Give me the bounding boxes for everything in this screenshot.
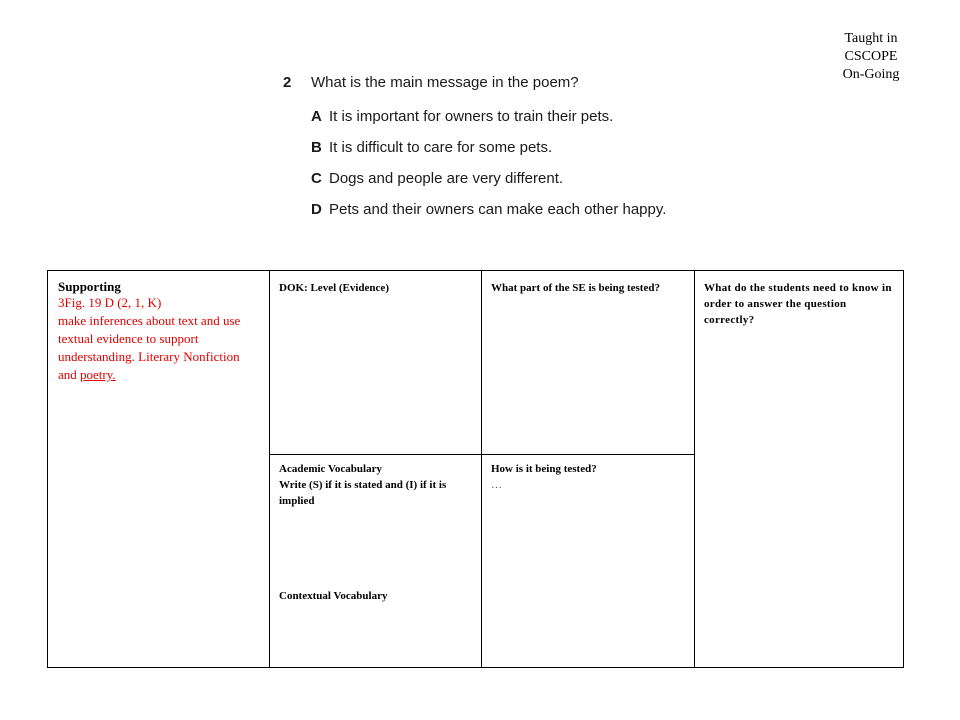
option-letter: D [311, 201, 322, 218]
answer-options [283, 108, 803, 232]
analysis-table [47, 270, 904, 668]
answer-option-d [311, 201, 803, 232]
how-tested-placeholder: … [491, 479, 502, 491]
option-letter: B [311, 139, 322, 156]
column-divider [269, 271, 270, 667]
column-divider [481, 271, 482, 667]
dok-cell: DOK: Level (Evidence) [279, 282, 389, 294]
question-text: What is the main message in the poem? [311, 74, 579, 91]
answer-option-a [311, 108, 803, 139]
taught-note [826, 30, 916, 84]
academic-vocabulary-title: Academic Vocabulary [279, 463, 382, 475]
standard-underlined-text: poetry. [80, 367, 116, 382]
question-stem [283, 74, 803, 96]
option-text: It is important for owners to train their pets. [329, 108, 614, 125]
question-number: 2 [283, 74, 292, 91]
students-need-cell: What do the students need to know in order to answer the question correctly? [704, 282, 892, 326]
taught-line-3: On-Going [842, 67, 900, 82]
option-letter: A [311, 108, 322, 125]
test-question [283, 74, 803, 232]
academic-vocabulary-instruction: Write (S) if it is stated and (I) if it is implied [279, 479, 447, 507]
answer-option-c [311, 170, 803, 201]
standard-heading: Supporting [58, 279, 121, 294]
option-text: Pets and their owners can make each other happy. [329, 201, 667, 218]
how-tested-label: How is it being tested? [491, 463, 597, 475]
how-tested-cell [491, 461, 691, 493]
option-text: Dogs and people are very different. [329, 170, 564, 187]
taught-line-1: Taught in [844, 31, 898, 46]
standard-description [58, 312, 261, 384]
standard-description-text: make inferences about text and use textual evidence to support understanding. Literary Nonfiction and [58, 313, 241, 382]
row-divider [269, 454, 694, 455]
contextual-vocabulary-label: Contextual Vocabulary [279, 590, 388, 602]
academic-vocabulary-cell [279, 461, 479, 509]
answer-option-b [311, 139, 803, 170]
se-tested-cell: What part of the SE is being tested? [491, 282, 660, 294]
standard-code: 3Fig. 19 D (2, 1, K) [58, 295, 162, 310]
column-divider [694, 271, 695, 667]
standard-cell [48, 271, 269, 384]
option-text: It is difficult to care for some pets. [329, 139, 553, 156]
option-letter: C [311, 170, 322, 187]
taught-line-2: CSCOPE [844, 49, 898, 64]
